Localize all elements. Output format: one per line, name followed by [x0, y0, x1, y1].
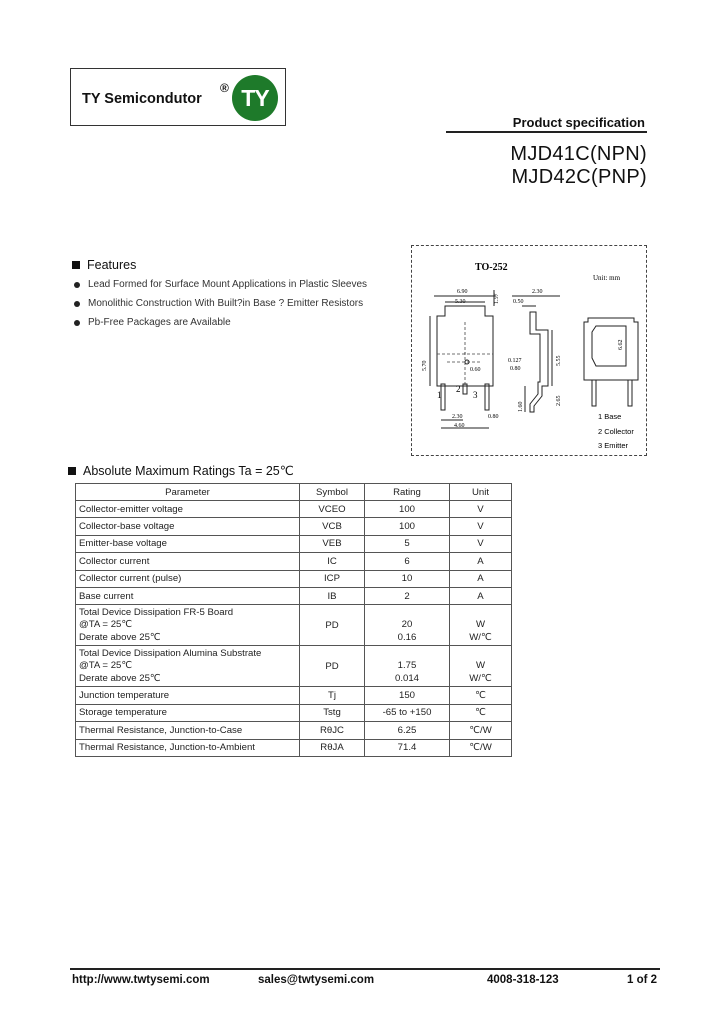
table-row	[76, 605, 512, 646]
rating-line: 0.16	[397, 631, 417, 643]
param-cell: Emitter-base voltage	[76, 535, 300, 552]
param-line: @TA = 25℃	[79, 660, 133, 672]
rating-cell: 10	[365, 570, 450, 587]
column-header: Unit	[450, 484, 512, 501]
param-cell: Thermal Resistance, Junction-to-Case	[76, 722, 300, 739]
doc-type-label: Product specification	[512, 115, 645, 130]
dim-label: 6.90	[457, 289, 468, 295]
website-link[interactable]: http://www.twtysemi.com	[72, 974, 210, 986]
dim-label: 0.127	[508, 358, 522, 364]
table-row	[76, 704, 512, 721]
unit-line: W/℃	[469, 631, 492, 643]
part-number-pnp: MJD42C(PNP)	[511, 166, 647, 188]
front-view	[430, 290, 496, 428]
rating-line: 1.75	[397, 660, 417, 672]
table-header-row	[76, 484, 512, 501]
company-logo-box	[70, 68, 286, 126]
param-line: Derate above 25℃	[79, 672, 161, 684]
feature-text: Pb-Free Packages are Available	[88, 317, 231, 328]
rating-cell: 150	[365, 687, 450, 704]
package-outline-svg	[412, 246, 648, 457]
features-title: Features	[87, 258, 137, 272]
param-cell: Junction temperature	[76, 687, 300, 704]
dim-label: 5.55	[556, 355, 562, 366]
rating-cell: 6	[365, 553, 450, 570]
bullet-icon	[74, 301, 80, 307]
square-bullet-icon	[68, 467, 76, 475]
table-row	[76, 570, 512, 587]
unit-cell: A	[450, 570, 512, 587]
rating-cell: 2	[365, 587, 450, 604]
company-name: TY Semicondutor	[82, 91, 202, 107]
feature-text: Monolithic Construction With Built?in Base ? Emitter Resistors	[88, 298, 364, 309]
pin-legend-emitter: 3 Emitter	[598, 441, 629, 450]
dim-label: 4.60	[454, 423, 465, 429]
part-number-npn: MJD41C(NPN)	[510, 143, 647, 165]
table-row	[76, 587, 512, 604]
dim-label: 5.30	[455, 299, 466, 305]
unit-cell: A	[450, 553, 512, 570]
unit-cell: A	[450, 587, 512, 604]
rating-cell: 5	[365, 535, 450, 552]
unit-cell	[450, 646, 512, 687]
unit-cell	[450, 605, 512, 646]
feature-text: Lead Formed for Surface Mount Applications in Plastic Sleeves	[88, 279, 368, 290]
param-cell: Collector current (pulse)	[76, 570, 300, 587]
pin-number: 2	[456, 384, 461, 394]
column-header: Symbol	[300, 484, 365, 501]
dim-label: 0.80	[510, 366, 521, 372]
symbol-cell: VCEO	[300, 501, 365, 518]
email-link[interactable]: sales@twtysemi.com	[258, 974, 375, 986]
package-unit: Unit: mm	[593, 274, 621, 282]
table-row	[76, 535, 512, 552]
bullet-icon	[74, 282, 80, 288]
column-header: Rating	[365, 484, 450, 501]
dim-label: 6.62	[618, 339, 624, 350]
rating-cell	[365, 646, 450, 687]
dim-label: 2.65	[556, 395, 562, 406]
rating-cell: -65 to +150	[365, 704, 450, 721]
unit-cell: ℃/W	[450, 722, 512, 739]
param-cell	[76, 646, 300, 687]
package-name: TO-252	[475, 262, 508, 273]
table-row	[76, 687, 512, 704]
unit-cell: ℃	[450, 704, 512, 721]
symbol-cell: VCB	[300, 518, 365, 535]
bullet-icon	[74, 320, 80, 326]
rating-cell: 71.4	[365, 739, 450, 756]
table-row	[76, 722, 512, 739]
dim-label: 5.70	[422, 360, 428, 371]
rating-line: 20	[401, 619, 413, 631]
symbol-cell: Tj	[300, 687, 365, 704]
square-bullet-icon	[72, 261, 80, 269]
table-row	[76, 501, 512, 518]
unit-cell: V	[450, 518, 512, 535]
back-view	[584, 318, 638, 406]
symbol-cell: RθJC	[300, 722, 365, 739]
param-line: @TA = 25℃	[79, 619, 133, 631]
unit-line: W	[475, 660, 486, 672]
param-cell: Collector current	[76, 553, 300, 570]
table-row	[76, 739, 512, 756]
param-cell: Collector-emitter voltage	[76, 501, 300, 518]
param-line: Total Device Dissipation Alumina Substrate	[79, 647, 262, 659]
dim-label: 0.50	[513, 299, 524, 305]
package-drawing	[411, 245, 647, 456]
symbol-cell: IB	[300, 587, 365, 604]
registered-mark: ®	[220, 81, 229, 95]
dim-label: 1.57	[494, 293, 500, 304]
rating-cell	[365, 605, 450, 646]
feature-item	[74, 298, 363, 309]
side-view	[512, 296, 560, 412]
symbol-cell: ICP	[300, 570, 365, 587]
dim-label: 2.30	[452, 414, 463, 420]
rating-cell: 100	[365, 501, 450, 518]
param-line: Total Device Dissipation FR-5 Board	[79, 606, 234, 618]
param-cell	[76, 605, 300, 646]
pin-number: 1	[437, 390, 442, 400]
symbol-cell: PD	[300, 605, 365, 646]
pin-number: 3	[473, 390, 478, 400]
dim-label: 1.60	[518, 401, 524, 412]
param-cell: Base current	[76, 587, 300, 604]
table-row	[76, 553, 512, 570]
table-row	[76, 518, 512, 535]
table-row	[76, 646, 512, 687]
rating-line: 0.014	[394, 672, 419, 684]
unit-cell: V	[450, 535, 512, 552]
unit-cell: ℃/W	[450, 739, 512, 756]
phone-number: 4008-318-123	[487, 974, 559, 986]
param-cell: Thermal Resistance, Junction-to-Ambient	[76, 739, 300, 756]
ratings-table	[75, 483, 512, 757]
symbol-cell: RθJA	[300, 739, 365, 756]
param-cell: Collector-base voltage	[76, 518, 300, 535]
feature-item	[74, 279, 367, 290]
rating-cell: 100	[365, 518, 450, 535]
feature-item	[74, 317, 231, 328]
param-cell: Storage temperature	[76, 704, 300, 721]
pin-legend-collector: 2 Collector	[598, 427, 634, 436]
dim-label: 0.80	[488, 414, 499, 420]
unit-line: W	[475, 619, 486, 631]
unit-line: W/℃	[469, 672, 492, 684]
footer-divider	[70, 968, 660, 970]
dim-label: 0.60	[470, 367, 481, 373]
ratings-heading	[68, 463, 294, 478]
column-header: Parameter	[76, 484, 300, 501]
dim-label: 2.30	[532, 289, 543, 295]
param-line: Derate above 25℃	[79, 631, 161, 643]
rating-cell: 6.25	[365, 722, 450, 739]
symbol-cell: Tstg	[300, 704, 365, 721]
header-divider	[446, 131, 647, 133]
pin-legend-base: 1 Base	[598, 412, 622, 421]
unit-cell: V	[450, 501, 512, 518]
features-heading	[72, 258, 136, 272]
symbol-cell: PD	[300, 646, 365, 687]
symbol-cell: IC	[300, 553, 365, 570]
symbol-cell: VEB	[300, 535, 365, 552]
unit-cell: ℃	[450, 687, 512, 704]
ty-logo-icon: TY	[232, 75, 278, 121]
ratings-title: Absolute Maximum Ratings Ta = 25℃	[83, 464, 294, 478]
page-number: 1 of 2	[627, 974, 658, 986]
